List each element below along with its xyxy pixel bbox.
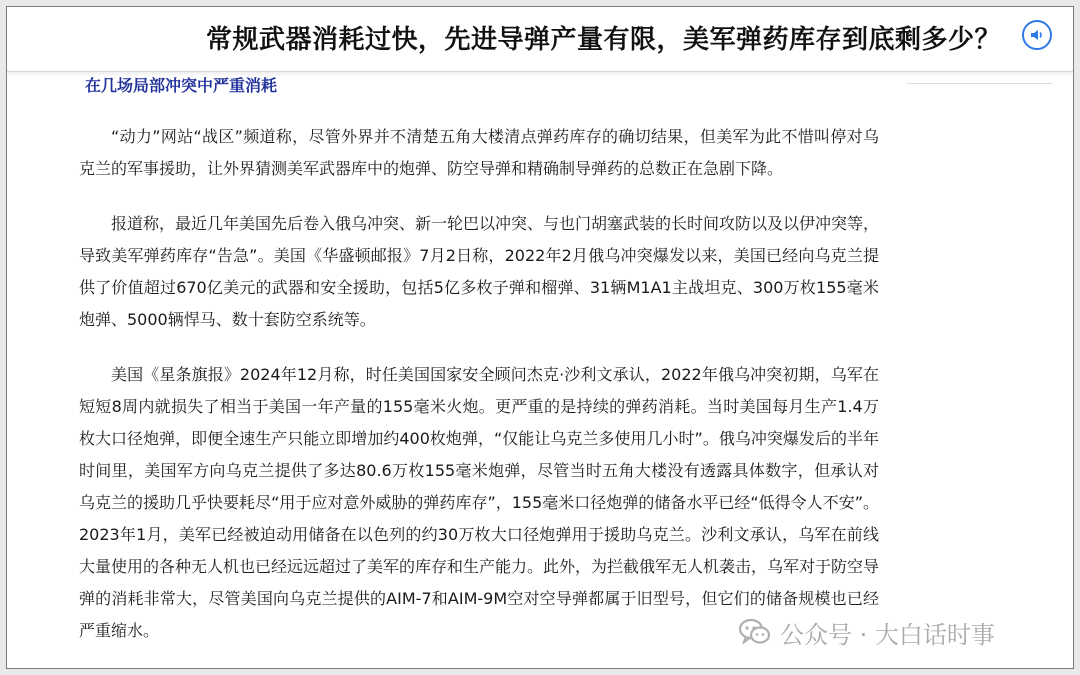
article-body [79,71,879,647]
wechat-icon [738,617,772,647]
speaker-icon [1029,27,1045,43]
side-panel-edge [907,71,1052,84]
paragraph-3: 美国《星条旗报》2024年12月称，时任美国国家安全顾问杰克·沙利文承认，2022年俄乌冲突初期，乌军在短短8周内就损失了相当于美国一年产量的155毫米火炮。更严重的是持续的弹药消耗。当时美国每月生产1.4万枚大口径炮弹，即便全速生产只能立即增加约400枚炮弹，“仅能让乌克兰多使用几小时”。俄乌冲突爆发后的半年时间里，美国军方向乌克兰提供了多达80.6万枚155毫米炮弹，尽管当时五角大楼没有透露具体数字，但承认对乌克兰的援助几乎快要耗尽“用于应对意外威胁的弹药库存”，155毫米口径炮弹的储备水平已经“低得令人不安”。2023年1月，美军已经被迫动用储备在以色列的约30万枚大口径炮弹用于援助乌克兰。沙利文承认，乌军在前线大量使用的各种无人机也已经远远超过了美军的库存和生产能力。此外，为拦截俄军无人机袭击，乌军对于防空导弹的消耗非常大，尽管美国向乌克兰提供的AIM-7和AIM-9M空对空导弹都属于旧型号，但它们的储备规模也已经严重缩水。 [79,365,880,640]
paragraph-2: 报道称，最近几年美国先后卷入俄乌冲突、新一轮巴以冲突、与也门胡塞武装的长时间攻防以及以伊冲突等，导致美军弹药库存“告急”。美国《华盛顿邮报》7月2日称，2022年2月俄乌冲突爆发以来，美国已经向乌克兰提供了价值超过670亿美元的武器和安全援助，包括5亿多枚子弹和榴弹、31辆M1A1主战坦克、300万枚155毫米炮弹、5000辆悍马、数十套防空系统等。 [79,214,880,329]
paragraph-1: “动力”网站“战区”频道称，尽管外界并不清楚五角大楼清点弹药库存的确切结果，但美军为此不惜叫停对乌克兰的军事援助，让外界猜测美军武器库中的炮弹、防空导弹和精确制导弹药的总数正在急剧下降。 [79,127,879,178]
page-title: 常规武器消耗过快，先进导弹产量有限，美军弹药库存到底剩多少？ [205,25,1001,55]
section-title: 在几场局部冲突中严重消耗 [85,76,278,95]
watermark [738,612,995,652]
speaker-button[interactable] [1022,20,1052,50]
article-page [6,6,1074,669]
headline-bar [7,7,1073,72]
watermark-text: 公众号 · 大白话时事 [780,620,995,649]
